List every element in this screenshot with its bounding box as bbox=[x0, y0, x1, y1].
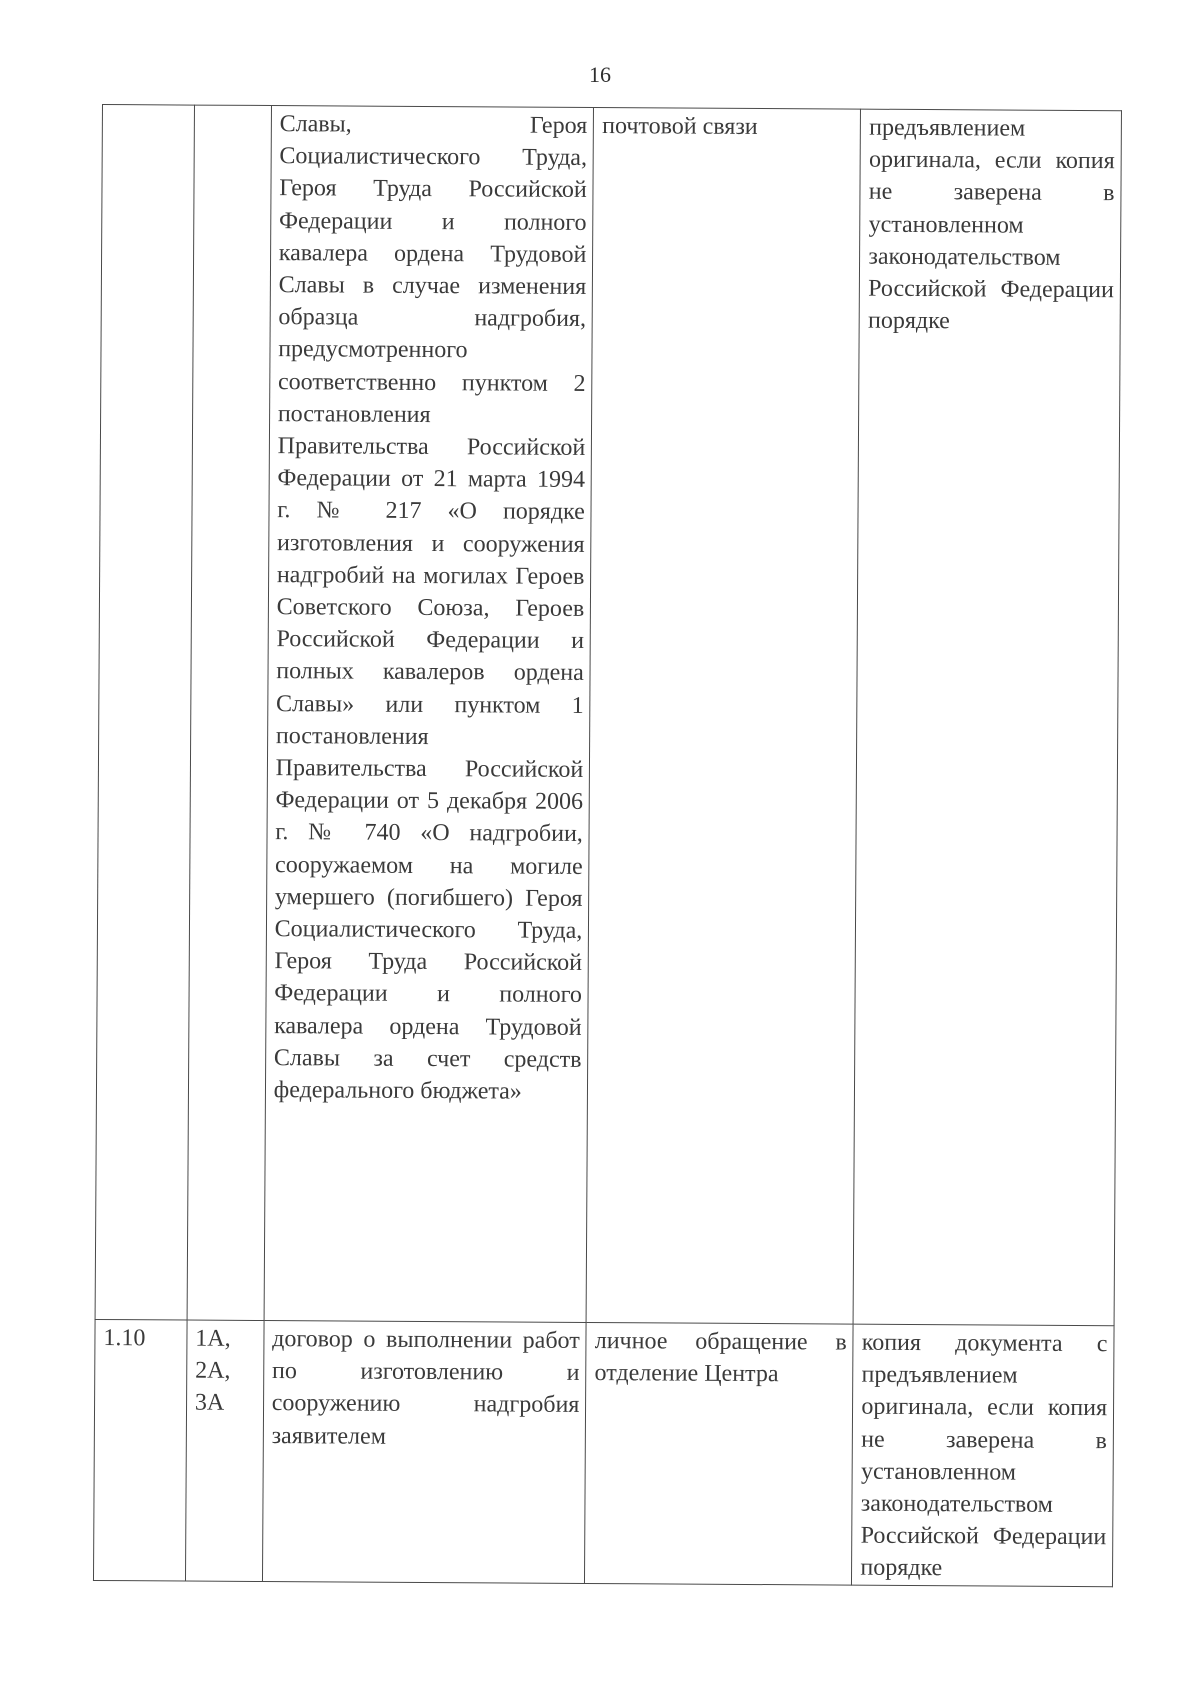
page-number: 16 bbox=[589, 62, 611, 87]
submission-method-cell: личное обращение в отделение Центра bbox=[585, 1322, 854, 1584]
row-number-cell: 1.10 bbox=[93, 1319, 186, 1580]
submission-method-cell: почтовой связи bbox=[586, 108, 860, 1325]
document-cell: Славы, Героя Социалистического Труда, Героя Труда Российской Федерации и полного кавалера ордена Трудовой Славы в случае изменения образца надгробия, предусмотренного соответственно пунктом 2 постановления Правительства Российской Федерации от 21 марта 1994 г. № 217 «О порядке изготовления и сооружения надгробий на могилах Героев Советского Союза, Героев Российской Федерации и полных кавалеров ордена Славы» или пунктом 1 постановления Правительства Российской Федерации от 5 декабря 2006 г. № 740 «О надгробии, сооружаемом на могиле умершего (погибшего) Героя Социалистического Труда, Героя Труда Российской Федерации и полного кавалера ордена Трудовой Славы за счет средств федерального бюджета» bbox=[264, 106, 594, 1323]
table-row bbox=[95, 105, 1121, 1326]
document-cell: договор о выполнении работ по изготовлению и сооружению надгробия заявителем bbox=[262, 1321, 586, 1584]
categories-cell bbox=[187, 105, 271, 1320]
documents-table bbox=[93, 104, 1122, 1587]
categories-cell: 1А, 2А, 3А bbox=[185, 1320, 263, 1581]
row-number-cell bbox=[95, 105, 194, 1321]
document-form-cell: копия документа с предъявлением оригинала, если копия не заверена в установленном законодательством Российской Федерации порядке bbox=[852, 1324, 1114, 1586]
table-row bbox=[93, 1319, 1114, 1586]
document-form-cell: предъявлением оригинала, если копия не заверена в установленном законодательством Российской Федерации порядке bbox=[853, 109, 1121, 1326]
